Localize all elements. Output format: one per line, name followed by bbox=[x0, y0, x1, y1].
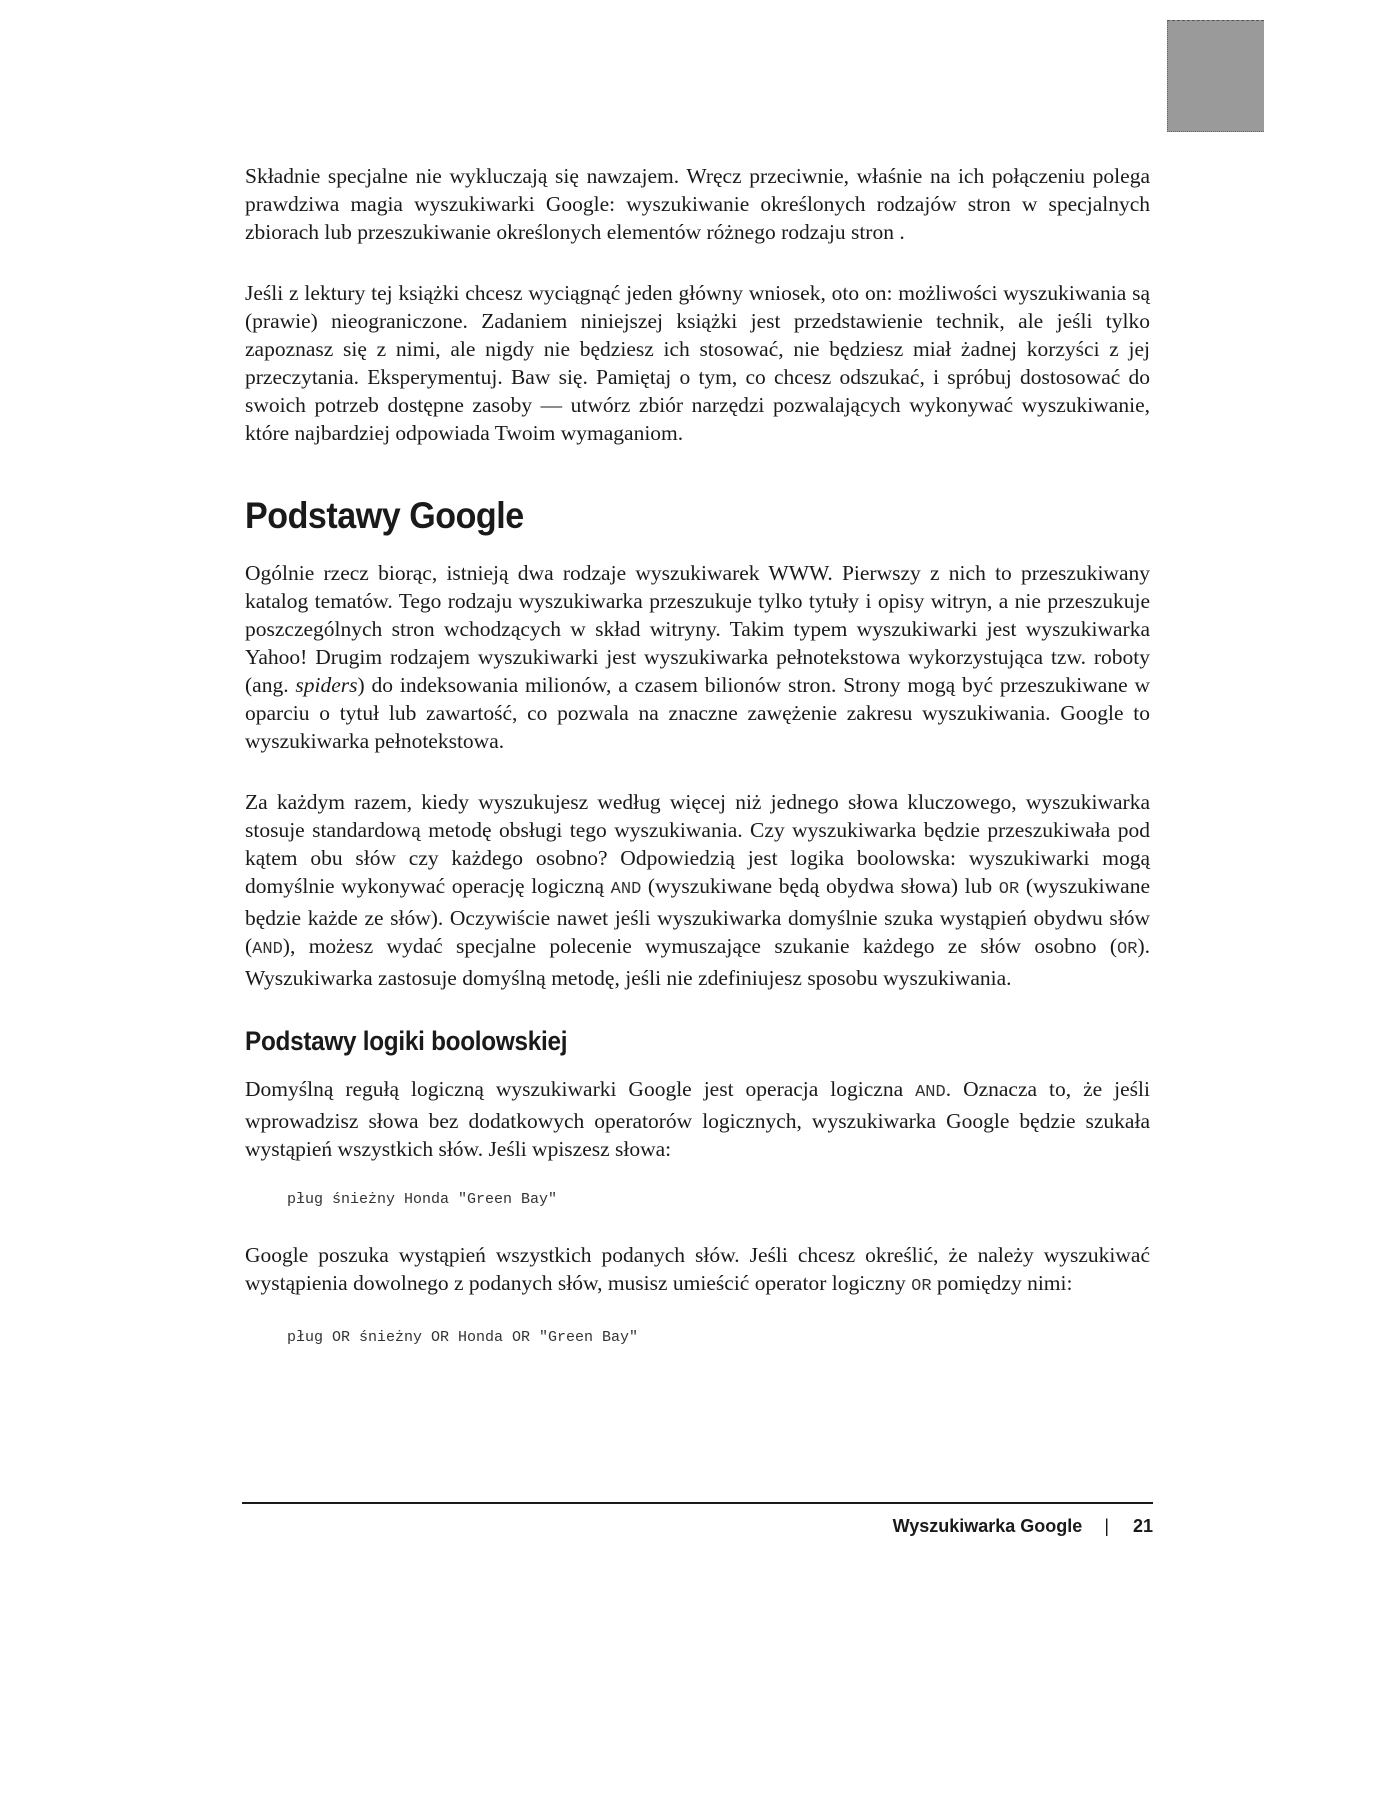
inline-code-and: AND bbox=[252, 940, 283, 959]
paragraph-text: ) do indeksowania milionów, a czasem bilionów stron. Strony mogą być przeszukiwane w oparciu o tytuł lub zawartość, co pozwala na znaczne zawężenie zakresu wyszukiwania. Google to wyszukiwarka pełnotekstowa. bbox=[245, 673, 1150, 753]
paragraph-text: Jeśli z lektury tej książki chcesz wyciągnąć jeden główny wniosek, oto on: możliwości wyszukiwania są (prawie) nieograniczone. Zadaniem niniejszej książki jest przedstawienie technik, ale jeśli tylko zapoznasz się z nimi, ale nigdy nie będziesz ich stosować, nie będziesz miał żadnej korzyści z jej przeczytania. Eksperymentuj. Baw się. Pamiętaj o tym, co chcesz odszukać, i spróbuj dostosować do swoich potrzeb dostępne zasoby — utwórz zbiór narzędzi pozwalających wykonywać wyszukiwanie, które najbardziej odpowiada Twoim wymaganiom. bbox=[245, 281, 1150, 445]
page-number: 21 bbox=[1132, 1516, 1153, 1536]
paragraph-text: Google poszuka wystąpień wszystkich podanych słów. Jeśli chcesz określić, że należy wyszukiwać wystąpienia dowolnego z podanych słów, musisz umieścić operator logiczny bbox=[245, 1243, 1150, 1295]
section-heading: Podstawy Google bbox=[245, 495, 524, 536]
code-example-or: pług OR śnieżny OR Honda OR "Green Bay" bbox=[287, 1329, 639, 1346]
paragraph-special-syntax bbox=[245, 162, 1150, 246]
subsection-heading: Podstawy logiki boolowskiej bbox=[245, 1026, 568, 1056]
paragraph-text: Za każdym razem, kiedy wyszukujesz według więcej niż jednego słowa kluczowego, wyszukiwarka stosuje standardową metodę obsługi tego wyszukiwania. Czy wyszukiwarka będzie przeszukiwała pod kątem obu słów czy każdego osobno? Odpowiedzią jest logika boolowska: wyszukiwarki mogą domyślnie wykonywać operację logiczną bbox=[245, 790, 1150, 898]
paragraph-main-conclusion bbox=[245, 279, 1150, 447]
page-content bbox=[245, 162, 1150, 1379]
paragraph-text: (wyszukiwane będą obydwa słowa) lub bbox=[641, 874, 999, 898]
italic-term: spiders bbox=[295, 673, 358, 697]
paragraph-text: Domyślną regułą logiczną wyszukiwarki Google jest operacja logiczna bbox=[245, 1077, 916, 1101]
inline-code-or: OR bbox=[998, 880, 1020, 899]
inline-code-or: OR bbox=[911, 1277, 932, 1296]
footer-book-title: Wyszukiwarka Google bbox=[892, 1516, 1083, 1536]
paragraph-or-operator bbox=[245, 1241, 1150, 1301]
paragraph-search-engine-types bbox=[245, 559, 1150, 755]
page-footer bbox=[242, 1514, 1153, 1538]
inline-code-and: AND bbox=[610, 880, 642, 899]
inline-code-and: AND bbox=[915, 1083, 946, 1102]
thumb-index-tab bbox=[1167, 20, 1264, 132]
paragraph-text: ). Wyszukiwarka zastosuje domyślną metodę, jeśli nie zdefiniujesz sposobu wyszukiwania. bbox=[245, 934, 1150, 990]
footer-divider bbox=[242, 1502, 1153, 1504]
paragraph-text: (wyszukiwane będzie każde ze słów). Oczywiście nawet jeśli wyszukiwarka domyślnie szuka wystąpień obydwu słów ( bbox=[245, 874, 1150, 958]
paragraph-text: Składnie specjalne nie wykluczają się nawzajem. Wręcz przeciwnie, właśnie na ich połączeniu polega prawdziwa magia wyszukiwarki Google: wyszukiwanie określonych rodzajów stron w specjalnych zbiorach lub przeszukiwanie określonych elementów różnego rodzaju stron . bbox=[245, 164, 1150, 244]
code-example-and: pług śnieżny Honda "Green Bay" bbox=[287, 1191, 558, 1208]
footer-separator: | bbox=[1104, 1516, 1109, 1536]
inline-code-or: OR bbox=[1117, 940, 1138, 959]
paragraph-text: pomiędzy nimi: bbox=[931, 1271, 1073, 1295]
paragraph-text: . Oznacza to, że jeśli wprowadzisz słowa bez dodatkowych operatorów logicznych, wyszukiwarka Google będzie szukała wystąpień wszystkich słów. Jeśli wpiszesz słowa: bbox=[245, 1077, 1150, 1161]
paragraph-boolean-logic bbox=[245, 788, 1150, 992]
paragraph-text: Ogólnie rzecz biorąc, istnieją dwa rodzaje wyszukiwarek WWW. Pierwszy z nich to przeszukiwany katalog tematów. Tego rodzaju wyszukiwarka przeszukuje tylko tytuły i opisy witryn, a nie przeszukuje poszczególnych stron wchodzących w skład witryny. Takim typem wyszukiwarki jest wyszukiwarka Yahoo! Drugim rodzajem wyszukiwarki jest wyszukiwarka pełnotekstowa wykorzystująca tzw. roboty (ang. bbox=[245, 561, 1150, 697]
paragraph-default-and bbox=[245, 1075, 1150, 1163]
paragraph-text: ), możesz wydać specjalne polecenie wymuszające szukanie każdego ze słów osobno ( bbox=[282, 934, 1118, 958]
